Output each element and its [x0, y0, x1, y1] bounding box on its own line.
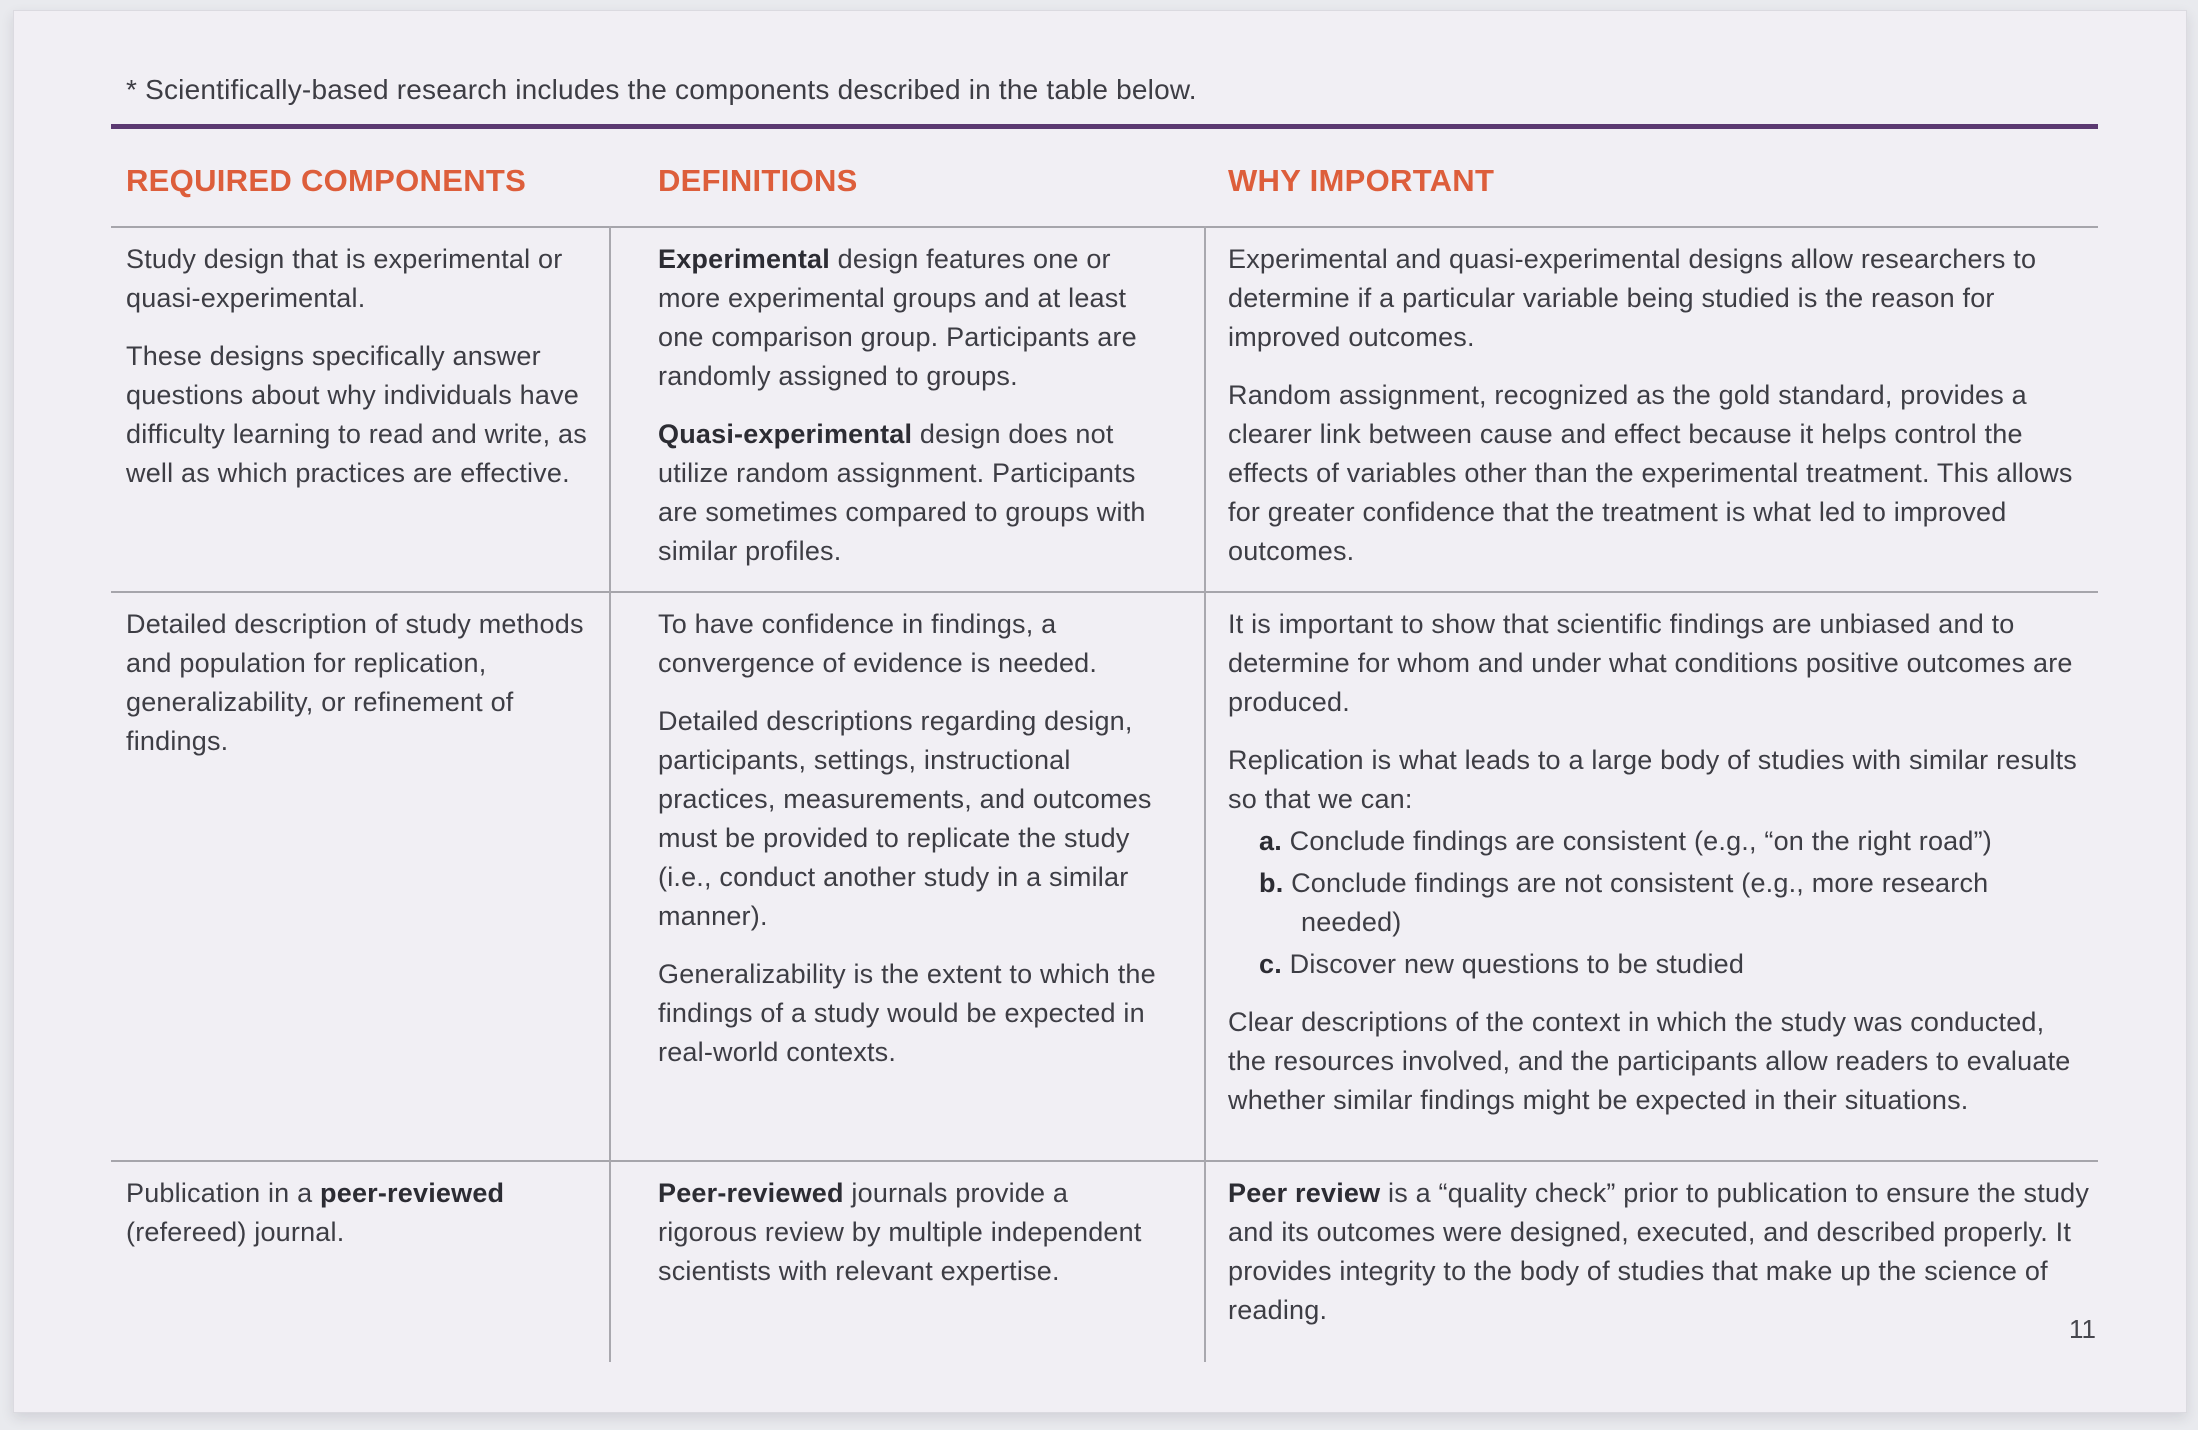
table-cell: [111, 228, 609, 591]
components-table: [111, 129, 2098, 1410]
paragraph: Experimental design features one or more experimental groups and at least one comparison group. Participants are randomly assigned to groups.: [658, 244, 1137, 391]
column-divider-2: [1204, 226, 1206, 1362]
list-item: b. Conclude findings are not consistent (e.g., more research needed): [1259, 868, 1989, 937]
paragraph: It is important to show that scientific findings are unbiased and to determine for whom and under what conditions positive outcomes are produced.: [1228, 609, 2073, 717]
table-cell: [1204, 1162, 2098, 1410]
paragraph: Detailed description of study methods and population for replication, generalizability, or refinement of findings.: [126, 609, 584, 756]
table-cell: [1204, 228, 2098, 591]
page-number: 11: [2069, 1314, 2096, 1344]
paragraph: Generalizability is the extent to which the findings of a study would be expected in real-world contexts.: [658, 959, 1156, 1067]
table-cell: [111, 593, 609, 1160]
paragraph: Publication in a peer-reviewed (refereed) journal.: [126, 1178, 505, 1247]
table-row: [111, 226, 2098, 591]
column-header-required-components: REQUIRED COMPONENTS: [126, 163, 527, 198]
table-cell: [111, 1162, 609, 1410]
paragraph: Peer review is a “quality check” prior to publication to ensure the study and its outcomes were designed, executed, and described properly. It provides integrity to the body of studies that make up the science of reading.: [1228, 1178, 2090, 1325]
table-row: [111, 591, 2098, 1160]
table-header-row: [111, 129, 2098, 226]
paragraph: Experimental and quasi-experimental designs allow researchers to determine if a particular variable being studied is the reason for improved outcomes.: [1228, 244, 2037, 352]
paragraph: Clear descriptions of the context in which the study was conducted, the resources involved, and the participants allow readers to evaluate whether similar findings might be expected in their situations.: [1228, 1007, 2071, 1115]
paragraph: Random assignment, recognized as the gold standard, provides a clearer link between cause and effect because it helps control the effects of variables other than the experimental treatment. This allows for greater confidence that the treatment is what led to improved outcomes.: [1228, 380, 2073, 566]
table-row: [111, 1160, 2098, 1410]
document-page: [13, 10, 2187, 1413]
column-header-why-important: WHY IMPORTANT: [1228, 163, 1495, 198]
list-item: a. Conclude findings are consistent (e.g., “on the right road”): [1259, 826, 1992, 856]
paragraph: Study design that is experimental or quasi-experimental.: [126, 244, 563, 313]
column-divider-1: [609, 226, 611, 1362]
paragraph: Detailed descriptions regarding design, participants, settings, instructional practices, measurements, and outcomes must be provided to replicate the study (i.e., conduct another study in a similar manner).: [658, 706, 1152, 931]
paragraph: These designs specifically answer questions about why individuals have difficulty learning to read and write, as well as which practices are effective.: [126, 341, 587, 488]
table-caption: * Scientifically-based research includes the components described in the table below.: [126, 74, 1197, 105]
list-item: c. Discover new questions to be studied: [1259, 949, 1745, 979]
paragraph: To have confidence in findings, a convergence of evidence is needed.: [658, 609, 1098, 678]
paragraph: Quasi-experimental design does not utilize random assignment. Participants are sometimes compared to groups with similar profiles.: [658, 419, 1146, 566]
table-cell: [1204, 593, 2098, 1160]
table-cell: [609, 1162, 1204, 1410]
column-header-definitions: DEFINITIONS: [658, 163, 858, 198]
paragraph: Replication is what leads to a large body of studies with similar results so that we can:: [1228, 745, 2077, 814]
table-body: [111, 226, 2098, 1410]
table-cell: [609, 228, 1204, 591]
table-cell: [609, 593, 1204, 1160]
paragraph: Peer-reviewed journals provide a rigorous review by multiple independent scientists with relevant expertise.: [658, 1178, 1142, 1286]
